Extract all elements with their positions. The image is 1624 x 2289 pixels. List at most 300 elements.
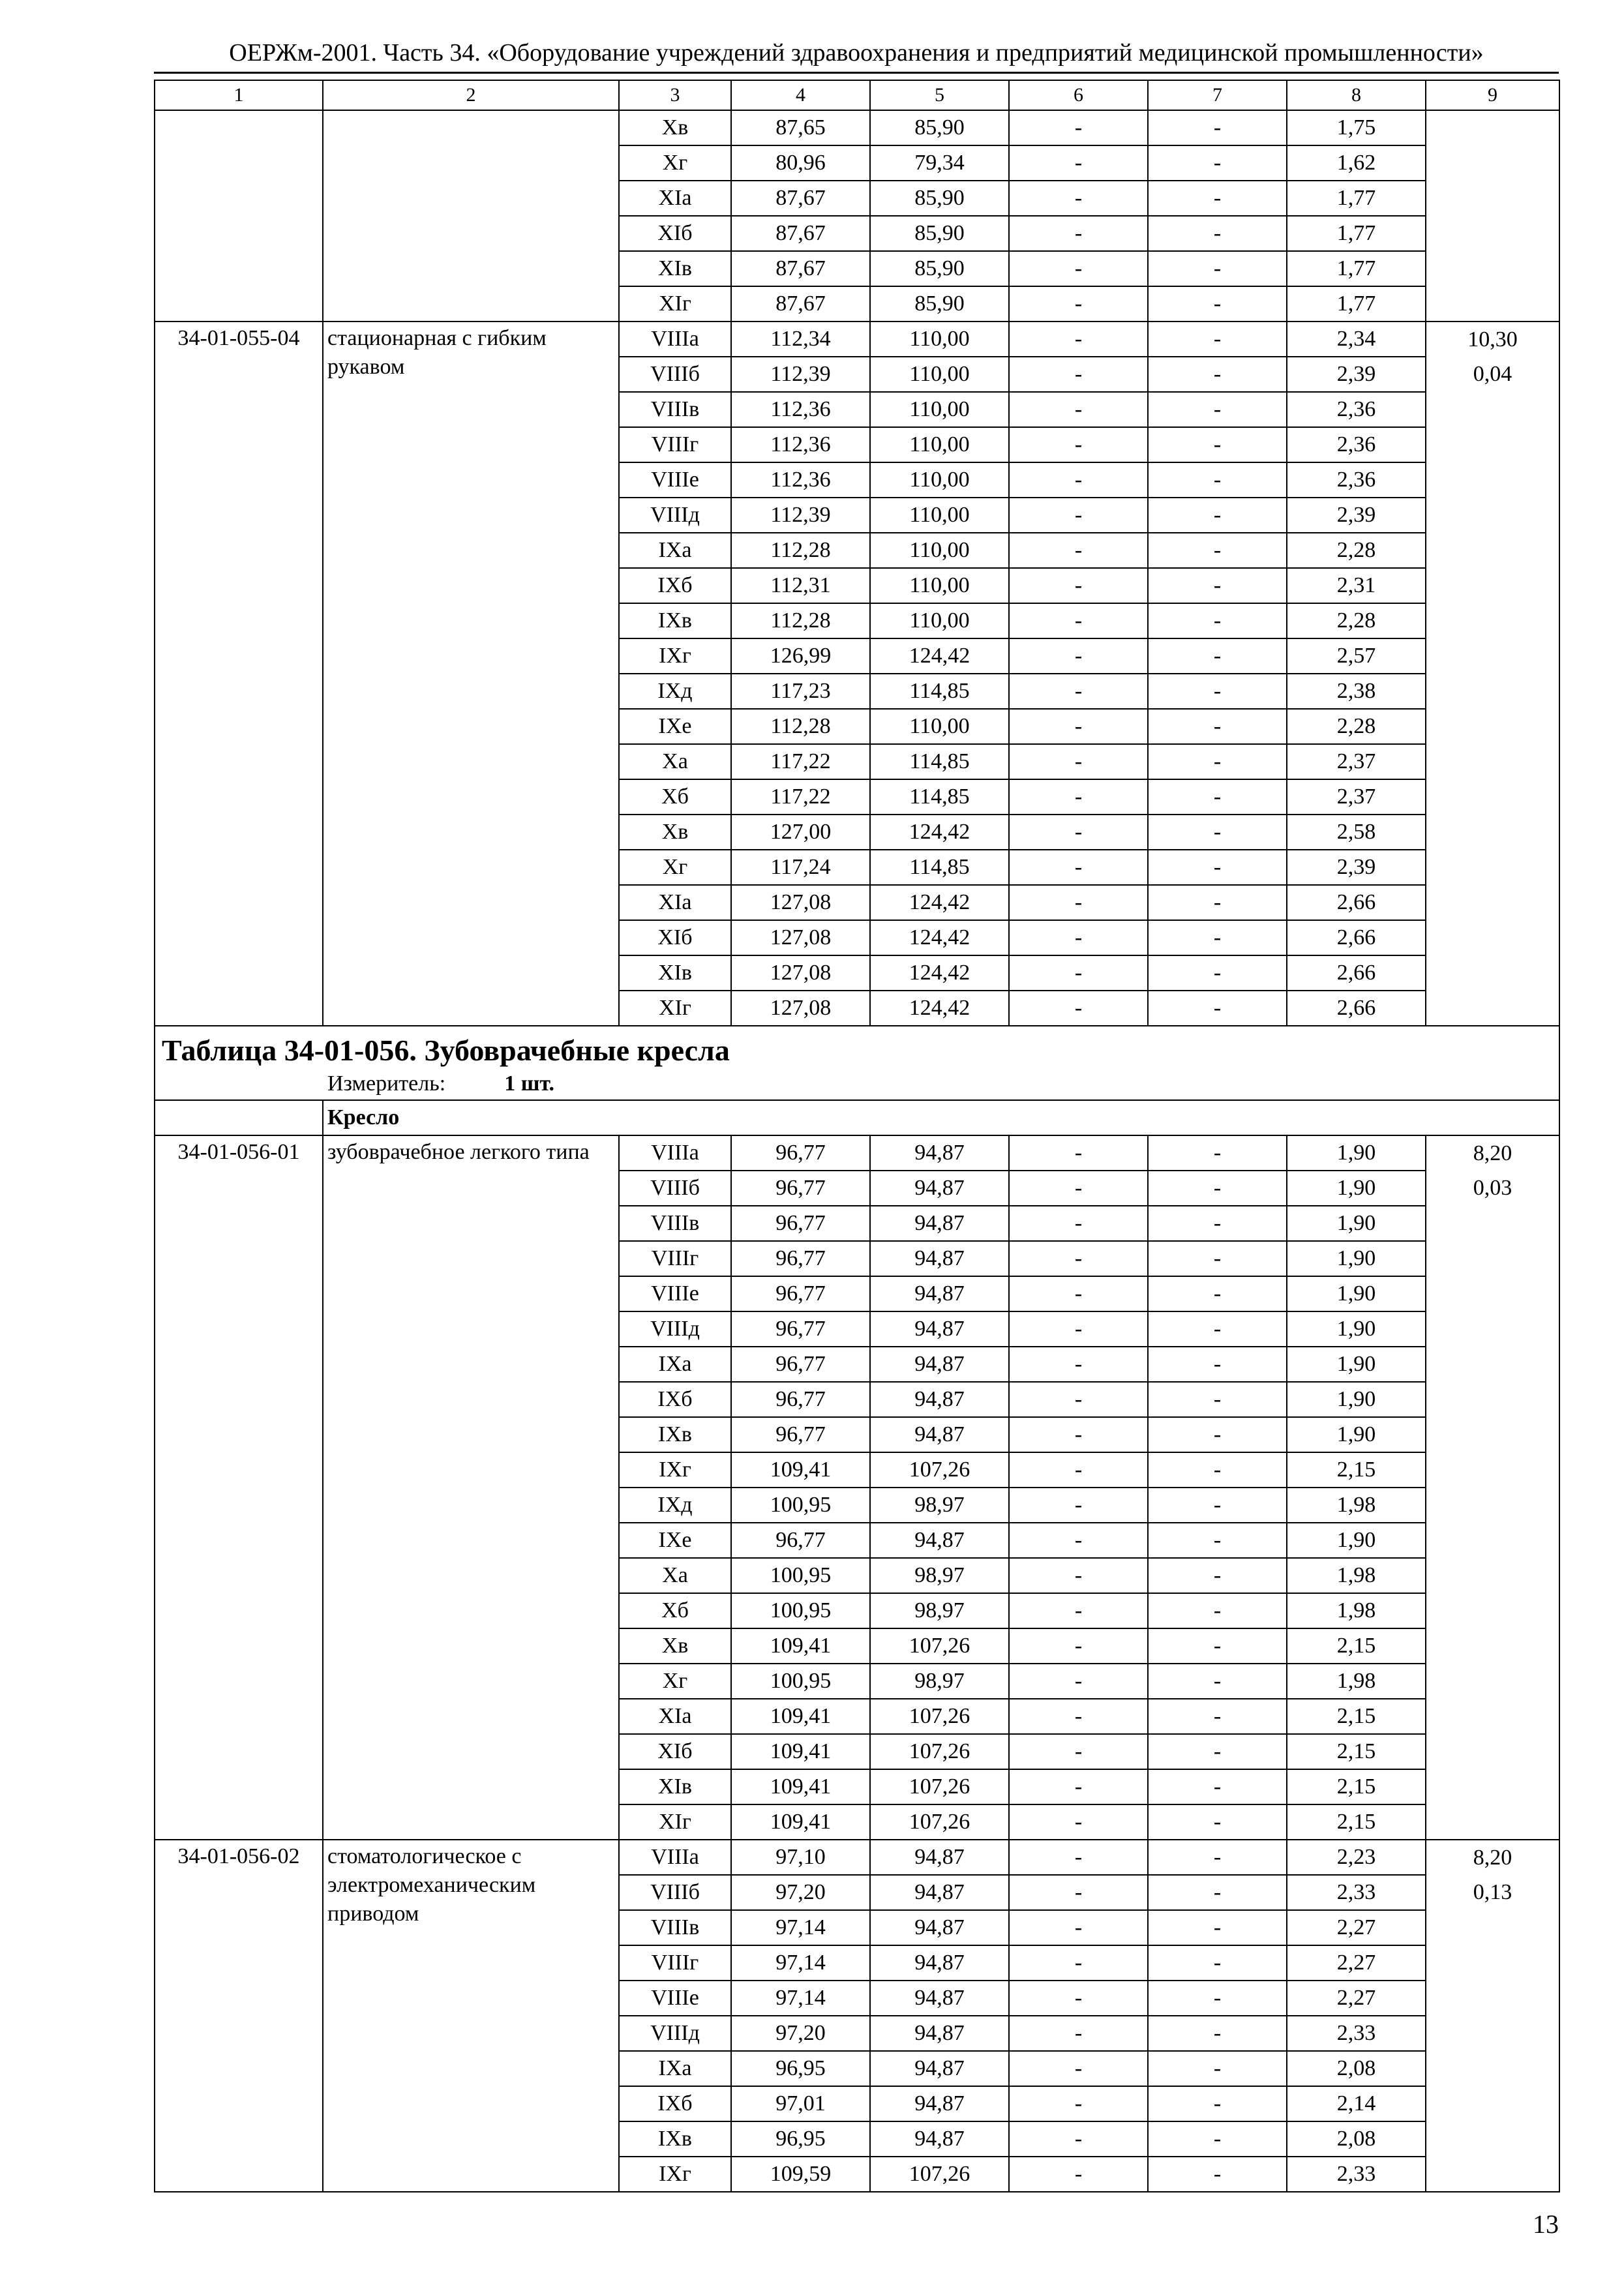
materials-cell: 2,15 (1287, 1699, 1426, 1734)
operators-cell: - (1148, 2051, 1287, 2086)
total-cost-cell: 112,34 (731, 322, 870, 357)
total-cost-cell: 96,77 (731, 1276, 870, 1311)
machines-cell: - (1009, 920, 1148, 955)
total-cost-cell: 96,77 (731, 1135, 870, 1171)
zone-cell: IХг (619, 638, 731, 674)
column-number: 1 (155, 80, 323, 110)
machines-cell: - (1009, 638, 1148, 674)
column-number: 3 (619, 80, 731, 110)
materials-cell: 2,37 (1287, 779, 1426, 815)
total-cost-cell: 126,99 (731, 638, 870, 674)
machines-cell: - (1009, 357, 1148, 392)
zone-cell: ХIв (619, 251, 731, 286)
labor-cell (1426, 1593, 1559, 1628)
column-number: 5 (870, 80, 1009, 110)
total-cost-cell: 117,22 (731, 744, 870, 779)
operators-cell: - (1148, 1135, 1287, 1171)
labor-cell (1426, 392, 1559, 427)
zone-cell: ХIг (619, 1804, 731, 1840)
wages-cell: 107,26 (870, 1804, 1009, 1840)
operators-cell: - (1148, 1311, 1287, 1347)
labor-cell (1426, 1910, 1559, 1945)
materials-cell: 1,90 (1287, 1171, 1426, 1206)
operators-cell: - (1148, 1628, 1287, 1664)
labor-cell (1426, 1699, 1559, 1734)
wages-cell: 85,90 (870, 251, 1009, 286)
labor-cell (1426, 1558, 1559, 1593)
zone-cell: VIIIг (619, 427, 731, 462)
machines-cell: - (1009, 1523, 1148, 1558)
zone-cell: ХIб (619, 1734, 731, 1769)
labor-cell (1426, 1628, 1559, 1664)
labor-cell (1426, 1347, 1559, 1382)
materials-cell: 1,90 (1287, 1135, 1426, 1171)
machines-cell: - (1009, 815, 1148, 850)
wages-cell: 114,85 (870, 850, 1009, 885)
materials-cell: 1,90 (1287, 1241, 1426, 1276)
table-row (155, 110, 1559, 145)
operators-cell: - (1148, 1206, 1287, 1241)
labor-cell (1426, 779, 1559, 815)
total-cost-cell: 96,77 (731, 1523, 870, 1558)
labor-cell (1426, 815, 1559, 850)
wages-cell: 110,00 (870, 709, 1009, 744)
labor-cell (1426, 2157, 1559, 2192)
labor-cell (1426, 1382, 1559, 1417)
labor-cell (1426, 286, 1559, 322)
rate-description: стационарная с гибким рукавом (323, 322, 619, 1026)
labor-cell (1426, 1523, 1559, 1558)
wages-cell: 124,42 (870, 815, 1009, 850)
rate-code: 34-01-056-01 (155, 1135, 323, 1840)
labor-cell (1426, 498, 1559, 533)
materials-cell: 2,36 (1287, 462, 1426, 498)
wages-cell: 107,26 (870, 1699, 1009, 1734)
zone-cell: ХIб (619, 920, 731, 955)
operators-cell: - (1148, 110, 1287, 145)
page-header: ОЕРЖм-2001. Часть 34. «Оборудование учреждений здравоохранения и предприятий медицинской промышленности» (229, 39, 1484, 67)
operators-cell: - (1148, 1875, 1287, 1910)
zone-cell: IХа (619, 1347, 731, 1382)
machines-cell: - (1009, 1488, 1148, 1523)
total-cost-cell: 97,14 (731, 1910, 870, 1945)
labor-cell (1426, 2051, 1559, 2086)
zone-cell: Хв (619, 1628, 731, 1664)
labor-cell (1426, 2121, 1559, 2157)
operators-cell: - (1148, 462, 1287, 498)
zone-cell: VIIIб (619, 1171, 731, 1206)
operators-cell: - (1148, 1699, 1287, 1734)
machines-cell: - (1009, 286, 1148, 322)
zone-cell: ХIг (619, 991, 731, 1026)
labor-cell: 8,20 (1426, 1840, 1559, 1875)
wages-cell: 107,26 (870, 2157, 1009, 2192)
total-cost-cell: 117,23 (731, 674, 870, 709)
machines-cell: - (1009, 251, 1148, 286)
zone-cell: VIIIа (619, 1135, 731, 1171)
labor-cell (1426, 1417, 1559, 1452)
machines-cell: - (1009, 498, 1148, 533)
wages-cell: 94,87 (870, 1311, 1009, 1347)
total-cost-cell: 112,28 (731, 709, 870, 744)
machines-cell: - (1009, 2121, 1148, 2157)
machines-cell: - (1009, 2157, 1148, 2192)
zone-cell: Ха (619, 744, 731, 779)
labor-cell (1426, 709, 1559, 744)
wages-cell: 94,87 (870, 1840, 1009, 1875)
machines-cell: - (1009, 955, 1148, 991)
total-cost-cell: 112,28 (731, 533, 870, 568)
operators-cell: - (1148, 1382, 1287, 1417)
wages-cell: 98,97 (870, 1558, 1009, 1593)
zone-cell: VIIIг (619, 1241, 731, 1276)
zone-cell: VIIIе (619, 1276, 731, 1311)
zone-cell: Ха (619, 1558, 731, 1593)
labor-cell (1426, 955, 1559, 991)
total-cost-cell: 112,39 (731, 357, 870, 392)
zone-cell: Хб (619, 779, 731, 815)
materials-cell: 1,98 (1287, 1593, 1426, 1628)
zone-cell: VIIIа (619, 322, 731, 357)
table-row (155, 1840, 1559, 1875)
labor-cell (1426, 216, 1559, 251)
materials-cell: 2,66 (1287, 920, 1426, 955)
operators-cell: - (1148, 885, 1287, 920)
machines-cell: - (1009, 533, 1148, 568)
total-cost-cell: 109,41 (731, 1628, 870, 1664)
wages-cell: 85,90 (870, 181, 1009, 216)
operators-cell: - (1148, 1981, 1287, 2016)
machines-cell: - (1009, 1171, 1148, 1206)
operators-cell: - (1148, 603, 1287, 638)
operators-cell: - (1148, 2016, 1287, 2051)
materials-cell: 2,14 (1287, 2086, 1426, 2121)
operators-cell: - (1148, 1769, 1287, 1804)
total-cost-cell: 112,39 (731, 498, 870, 533)
materials-cell: 2,38 (1287, 674, 1426, 709)
total-cost-cell: 127,00 (731, 815, 870, 850)
total-cost-cell: 109,41 (731, 1804, 870, 1840)
total-cost-cell: 87,67 (731, 216, 870, 251)
total-cost-cell: 112,28 (731, 603, 870, 638)
operators-cell: - (1148, 1276, 1287, 1311)
operators-cell: - (1148, 2157, 1287, 2192)
machines-cell: - (1009, 1875, 1148, 1910)
materials-cell: 2,58 (1287, 815, 1426, 850)
operators-cell: - (1148, 2121, 1287, 2157)
machines-cell: - (1009, 568, 1148, 603)
wages-cell: 107,26 (870, 1769, 1009, 1804)
total-cost-cell: 96,77 (731, 1347, 870, 1382)
materials-cell: 1,77 (1287, 216, 1426, 251)
wages-cell: 110,00 (870, 603, 1009, 638)
wages-cell: 124,42 (870, 991, 1009, 1026)
rate-description: зубоврачебное легкого типа (323, 1135, 619, 1840)
wages-cell: 110,00 (870, 322, 1009, 357)
zone-cell: VIIIб (619, 1875, 731, 1910)
rate-code: 34-01-056-02 (155, 1840, 323, 2192)
machines-cell: - (1009, 1452, 1148, 1488)
column-number: 8 (1287, 80, 1426, 110)
materials-cell: 2,66 (1287, 955, 1426, 991)
labor-cell (1426, 110, 1559, 145)
machines-cell: - (1009, 1981, 1148, 2016)
zone-cell: VIIIг (619, 1945, 731, 1981)
total-cost-cell: 109,41 (731, 1699, 870, 1734)
labor-cell (1426, 462, 1559, 498)
total-cost-cell: 97,10 (731, 1840, 870, 1875)
materials-cell: 1,90 (1287, 1382, 1426, 1417)
column-number: 6 (1009, 80, 1148, 110)
materials-cell: 1,90 (1287, 1347, 1426, 1382)
unit-value: 1 шт. (504, 1071, 555, 1096)
wages-cell: 94,87 (870, 1417, 1009, 1452)
zone-cell: IХб (619, 568, 731, 603)
rate-code: 34-01-055-04 (155, 322, 323, 1026)
operators-cell: - (1148, 1558, 1287, 1593)
materials-cell: 1,90 (1287, 1523, 1426, 1558)
operators-cell: - (1148, 1241, 1287, 1276)
wages-cell: 94,87 (870, 2051, 1009, 2086)
materials-cell: 2,33 (1287, 1875, 1426, 1910)
materials-cell: 1,90 (1287, 1276, 1426, 1311)
machines-cell: - (1009, 2016, 1148, 2051)
total-cost-cell: 80,96 (731, 145, 870, 181)
operators-cell: - (1148, 815, 1287, 850)
column-number: 4 (731, 80, 870, 110)
operators-cell: - (1148, 498, 1287, 533)
labor-cell (1426, 674, 1559, 709)
labor-cell: 0,04 (1426, 357, 1559, 392)
labor-cell (1426, 850, 1559, 885)
column-number: 9 (1426, 80, 1559, 110)
total-cost-cell: 97,20 (731, 2016, 870, 2051)
materials-cell: 2,57 (1287, 638, 1426, 674)
labor-cell (1426, 885, 1559, 920)
operators-cell: - (1148, 991, 1287, 1026)
operators-cell: - (1148, 709, 1287, 744)
machines-cell: - (1009, 462, 1148, 498)
materials-cell: 1,90 (1287, 1311, 1426, 1347)
labor-cell (1426, 2016, 1559, 2051)
operators-cell: - (1148, 1452, 1287, 1488)
total-cost-cell: 97,20 (731, 1875, 870, 1910)
operators-cell: - (1148, 427, 1287, 462)
labor-cell (1426, 991, 1559, 1026)
rate-description: стоматологическое с электромеханическим приводом (323, 1840, 619, 2192)
wages-cell: 110,00 (870, 392, 1009, 427)
materials-cell: 2,23 (1287, 1840, 1426, 1875)
materials-cell: 1,98 (1287, 1558, 1426, 1593)
wages-cell: 94,87 (870, 1945, 1009, 1981)
total-cost-cell: 97,01 (731, 2086, 870, 2121)
total-cost-cell: 96,95 (731, 2051, 870, 2086)
wages-cell: 124,42 (870, 885, 1009, 920)
machines-cell: - (1009, 1664, 1148, 1699)
materials-cell: 2,27 (1287, 1981, 1426, 2016)
machines-cell: - (1009, 1840, 1148, 1875)
machines-cell: - (1009, 322, 1148, 357)
zone-cell: VIIIд (619, 1311, 731, 1347)
zone-cell: ХIб (619, 216, 731, 251)
operators-cell: - (1148, 1171, 1287, 1206)
total-cost-cell: 112,31 (731, 568, 870, 603)
zone-cell: ХIв (619, 1769, 731, 1804)
labor-cell (1426, 1664, 1559, 1699)
total-cost-cell: 100,95 (731, 1558, 870, 1593)
materials-cell: 2,33 (1287, 2157, 1426, 2192)
wages-cell: 114,85 (870, 674, 1009, 709)
labor-cell (1426, 1981, 1559, 2016)
total-cost-cell: 127,08 (731, 955, 870, 991)
labor-cell (1426, 533, 1559, 568)
operators-cell: - (1148, 1664, 1287, 1699)
wages-cell: 94,87 (870, 2121, 1009, 2157)
wages-cell: 114,85 (870, 779, 1009, 815)
wages-cell: 98,97 (870, 1593, 1009, 1628)
total-cost-cell: 100,95 (731, 1593, 870, 1628)
operators-cell: - (1148, 286, 1287, 322)
zone-cell: VIIIд (619, 498, 731, 533)
operators-cell: - (1148, 1734, 1287, 1769)
operators-cell: - (1148, 920, 1287, 955)
machines-cell: - (1009, 1804, 1148, 1840)
wages-cell: 110,00 (870, 462, 1009, 498)
machines-cell: - (1009, 110, 1148, 145)
machines-cell: - (1009, 1699, 1148, 1734)
wages-cell: 94,87 (870, 1206, 1009, 1241)
operators-cell: - (1148, 533, 1287, 568)
operators-cell: - (1148, 1910, 1287, 1945)
zone-cell: IХд (619, 674, 731, 709)
wages-cell: 94,87 (870, 1135, 1009, 1171)
machines-cell: - (1009, 1206, 1148, 1241)
total-cost-cell: 96,77 (731, 1171, 870, 1206)
materials-cell: 2,33 (1287, 2016, 1426, 2051)
operators-cell: - (1148, 850, 1287, 885)
wages-cell: 107,26 (870, 1734, 1009, 1769)
materials-cell: 2,36 (1287, 392, 1426, 427)
page-number: 13 (1533, 2209, 1559, 2239)
machines-cell: - (1009, 850, 1148, 885)
total-cost-cell: 96,95 (731, 2121, 870, 2157)
operators-cell: - (1148, 145, 1287, 181)
wages-cell: 124,42 (870, 955, 1009, 991)
machines-cell: - (1009, 1769, 1148, 1804)
zone-cell: ХIа (619, 1699, 731, 1734)
wages-cell: 85,90 (870, 216, 1009, 251)
machines-cell: - (1009, 991, 1148, 1026)
table-title-cell (155, 1026, 1559, 1100)
total-cost-cell: 96,77 (731, 1241, 870, 1276)
materials-cell: 2,15 (1287, 1804, 1426, 1840)
total-cost-cell: 112,36 (731, 462, 870, 498)
materials-cell: 2,28 (1287, 533, 1426, 568)
machines-cell: - (1009, 1593, 1148, 1628)
machines-cell: - (1009, 1417, 1148, 1452)
zone-cell: IХа (619, 2051, 731, 2086)
materials-cell: 2,28 (1287, 709, 1426, 744)
wages-cell: 124,42 (870, 920, 1009, 955)
total-cost-cell: 96,77 (731, 1417, 870, 1452)
total-cost-cell: 96,77 (731, 1382, 870, 1417)
operators-cell: - (1148, 392, 1287, 427)
materials-cell: 2,66 (1287, 991, 1426, 1026)
zone-cell: ХIг (619, 286, 731, 322)
total-cost-cell: 100,95 (731, 1664, 870, 1699)
wages-cell: 110,00 (870, 568, 1009, 603)
table-title-row (155, 1026, 1559, 1100)
zone-cell: VIIIв (619, 1206, 731, 1241)
column-number-row (155, 80, 1559, 110)
machines-cell: - (1009, 1276, 1148, 1311)
header-rule (154, 72, 1559, 74)
zone-cell: ХIа (619, 885, 731, 920)
operators-cell: - (1148, 744, 1287, 779)
labor-cell (1426, 427, 1559, 462)
labor-cell (1426, 744, 1559, 779)
total-cost-cell: 127,08 (731, 885, 870, 920)
zone-cell: VIIIе (619, 462, 731, 498)
wages-cell: 94,87 (870, 1910, 1009, 1945)
total-cost-cell: 109,41 (731, 1734, 870, 1769)
zone-cell: IХг (619, 2157, 731, 2192)
machines-cell: - (1009, 1382, 1148, 1417)
materials-cell: 2,34 (1287, 322, 1426, 357)
total-cost-cell: 109,41 (731, 1452, 870, 1488)
zone-cell: IХе (619, 1523, 731, 1558)
zone-cell: Хв (619, 815, 731, 850)
materials-cell: 2,39 (1287, 850, 1426, 885)
zone-cell: Хг (619, 145, 731, 181)
wages-cell: 94,87 (870, 1347, 1009, 1382)
column-number: 2 (323, 80, 619, 110)
zone-cell: IХв (619, 2121, 731, 2157)
materials-cell: 1,90 (1287, 1206, 1426, 1241)
total-cost-cell: 96,77 (731, 1311, 870, 1347)
zone-cell: ХIа (619, 181, 731, 216)
unit-label: Измеритель: (327, 1071, 446, 1096)
labor-cell (1426, 2086, 1559, 2121)
labor-cell (1426, 1804, 1559, 1840)
wages-cell: 110,00 (870, 498, 1009, 533)
total-cost-cell: 127,08 (731, 991, 870, 1026)
labor-cell: 0,03 (1426, 1171, 1559, 1206)
column-number: 7 (1148, 80, 1287, 110)
wages-cell: 94,87 (870, 1382, 1009, 1417)
operators-cell: - (1148, 216, 1287, 251)
labor-cell (1426, 1276, 1559, 1311)
machines-cell: - (1009, 1734, 1148, 1769)
machines-cell: - (1009, 181, 1148, 216)
labor-cell (1426, 1241, 1559, 1276)
materials-cell: 2,39 (1287, 357, 1426, 392)
zone-cell: IХа (619, 533, 731, 568)
zone-cell: VIIIв (619, 392, 731, 427)
labor-cell (1426, 1452, 1559, 1488)
labor-cell (1426, 568, 1559, 603)
group-title: Кресло (323, 1100, 1559, 1135)
machines-cell: - (1009, 216, 1148, 251)
wages-cell: 107,26 (870, 1452, 1009, 1488)
total-cost-cell: 117,22 (731, 779, 870, 815)
wages-cell: 85,90 (870, 110, 1009, 145)
group-code-blank (155, 1100, 323, 1135)
operators-cell: - (1148, 955, 1287, 991)
operators-cell: - (1148, 1523, 1287, 1558)
machines-cell: - (1009, 392, 1148, 427)
total-cost-cell: 87,67 (731, 286, 870, 322)
